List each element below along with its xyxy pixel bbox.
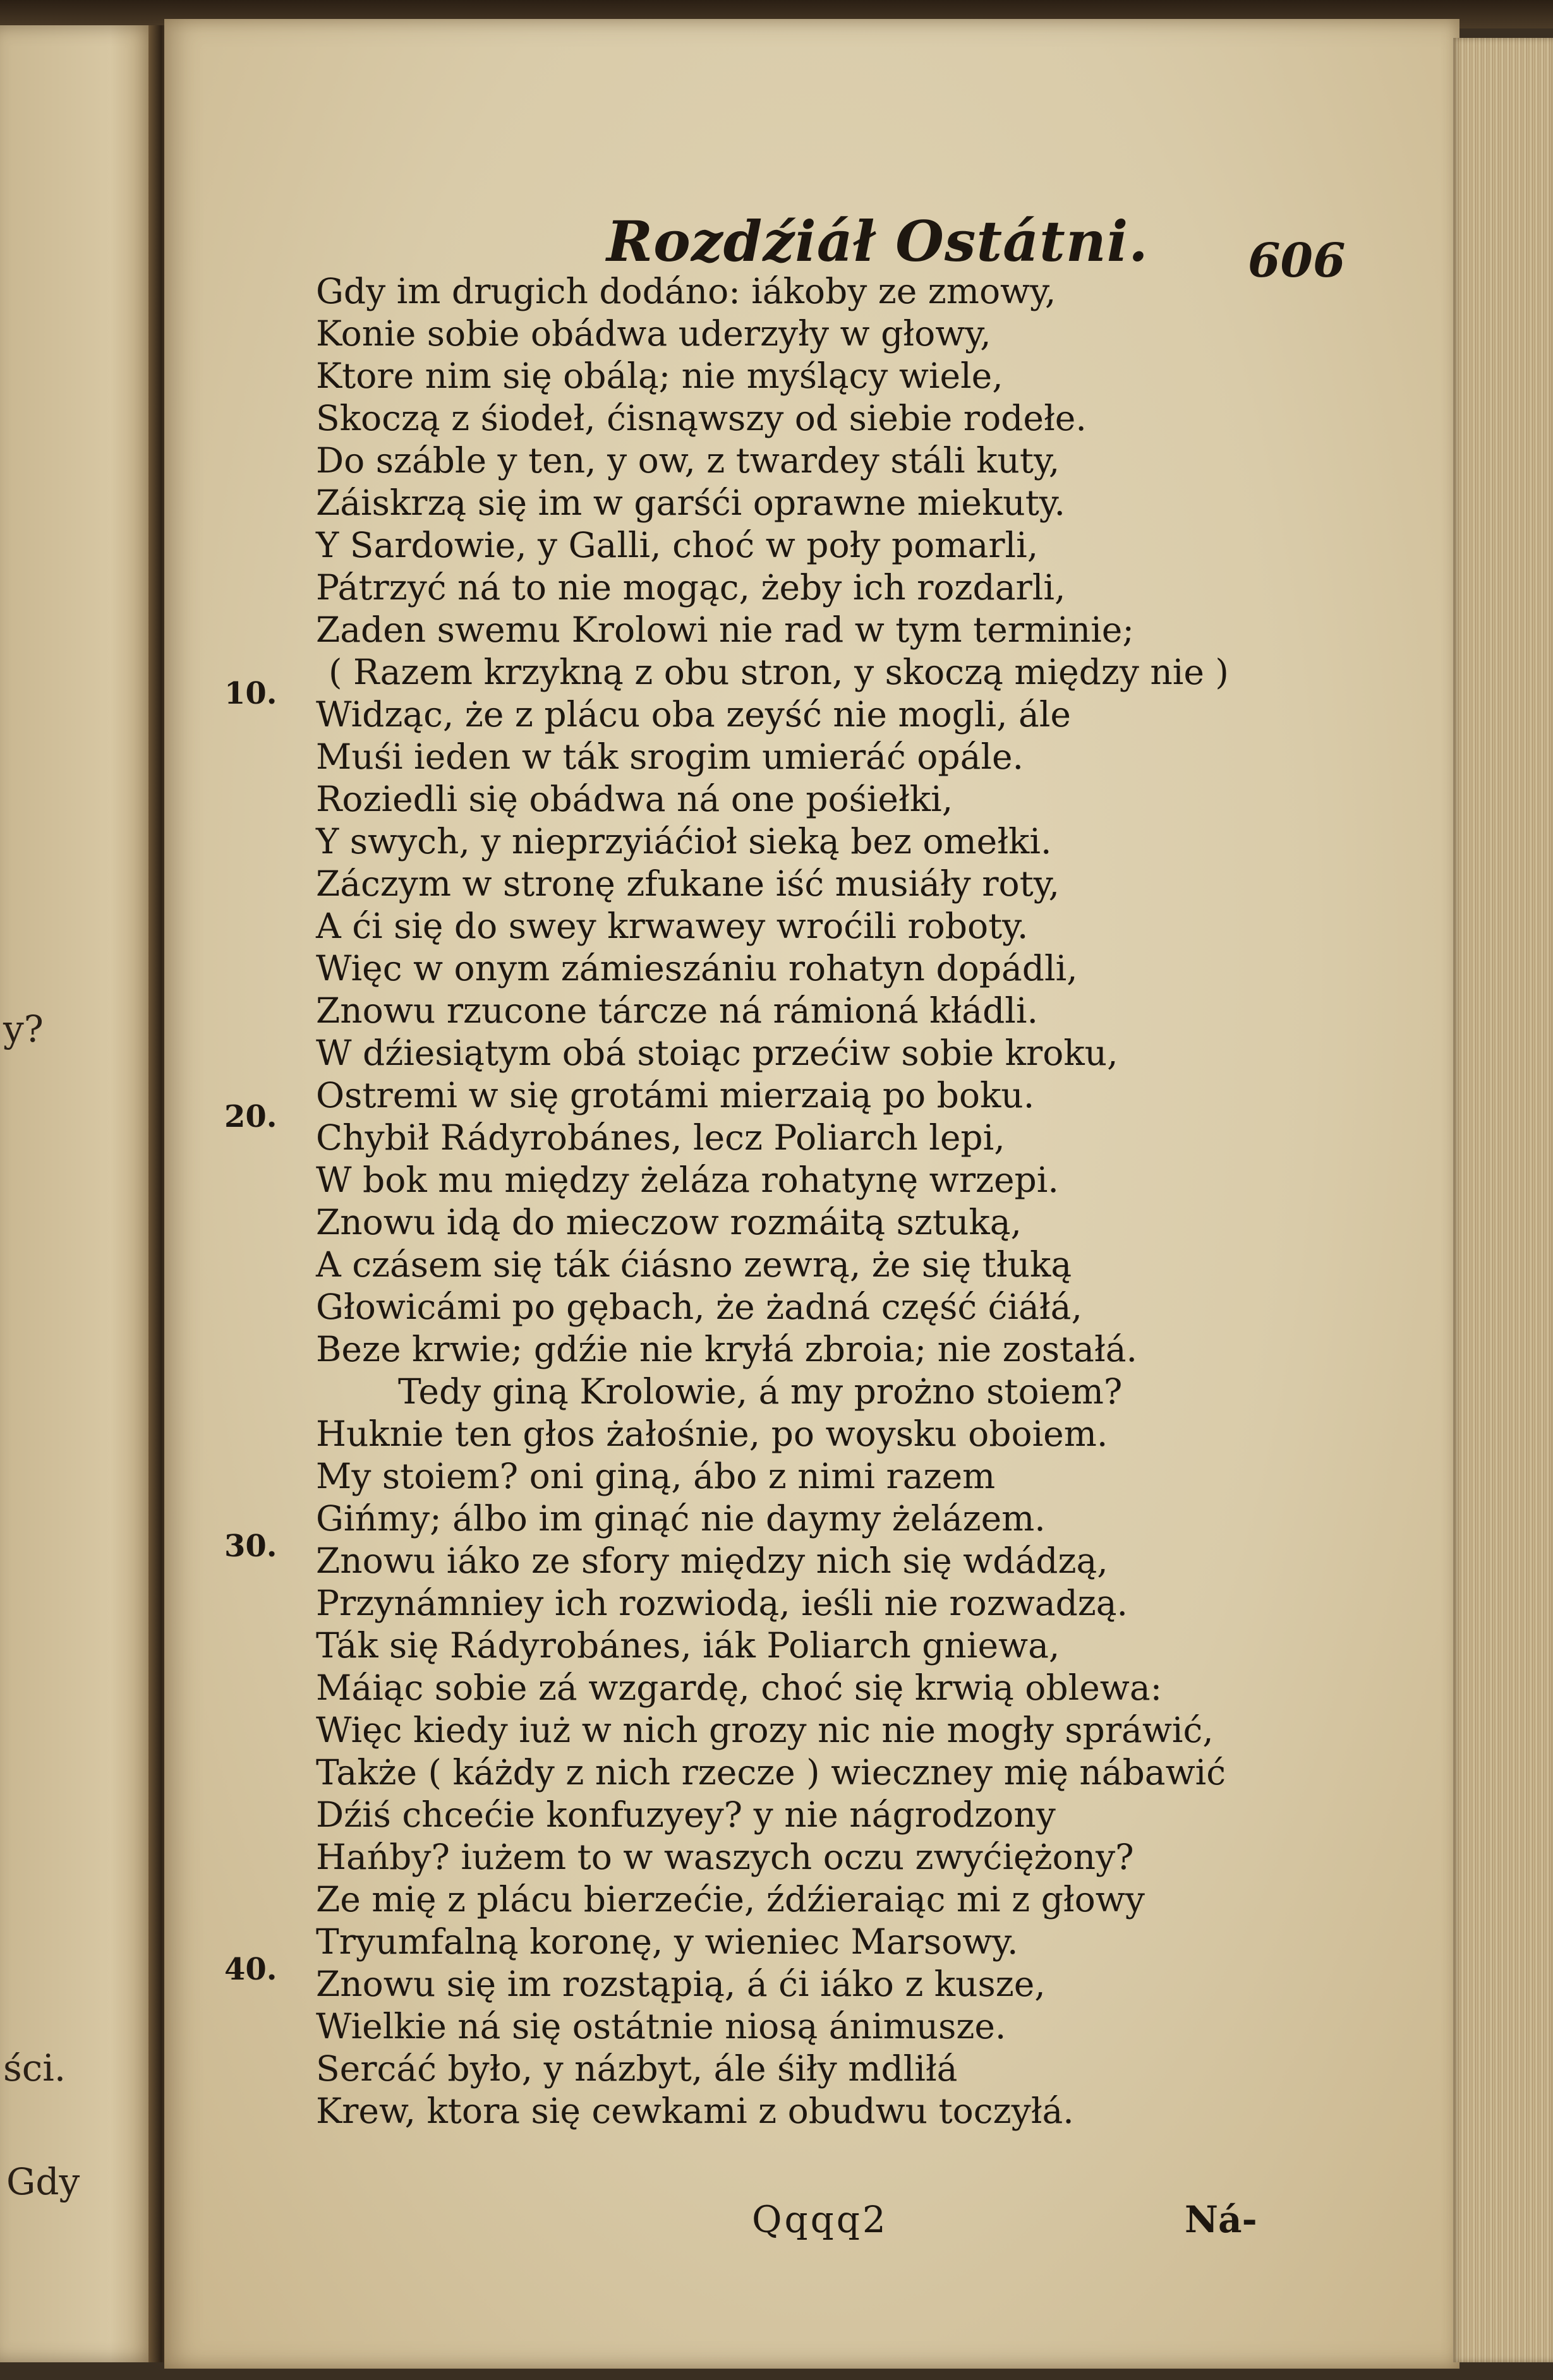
verse-line: Huknie ten głos żałośnie, po woysku oboiem. (316, 1414, 1108, 1454)
verse-line: Głowicámi po gębach, że żadná część ćiáłá, (316, 1287, 1082, 1327)
left-page-catchword: Gdy (6, 2160, 80, 2203)
verse-line: W bok mu między żeláza rohatynę wrzepi. (316, 1160, 1059, 1200)
verse-line: Gdy im drugich dodáno: iákoby ze zmowy, (316, 271, 1056, 311)
verse-line: Záiskrzą się im w garśći oprawne miekuty. (316, 483, 1066, 523)
verse-line: Muśi ieden w ták srogim umieráć opále. (316, 736, 1024, 777)
verse-line: Krew, ktora się cewkami z obudwu toczyłá. (316, 2091, 1074, 2131)
verse-line: Ktore nim się obálą; nie myślący wiele, (316, 356, 1003, 396)
verse-line: Gińmy; álbo im ginąć nie daymy żelázem. (316, 1498, 1046, 1539)
verse-line: Znowu iáko ze sfory między nich się wdádzą, (316, 1541, 1108, 1581)
verse-line: A czásem się ták ćiásno zewrą, że się tłuką (316, 1244, 1072, 1285)
verse-line: Pátrzyć ná to nie mogąc, żeby ich rozdarli, (316, 567, 1066, 608)
catchword: Ná- (1185, 2198, 1257, 2241)
verse-line: Y Sardowie, y Galli, choć w poły pomarli, (316, 525, 1039, 565)
verse-line: Beze krwie; gdźie nie kryłá zbroia; nie zostałá. (316, 1329, 1138, 1369)
verse-line: W dźiesiątym obá stoiąc przećiw sobie kroku, (316, 1033, 1118, 1073)
verse-line: Przynámniey ich rozwiodą, ieśli nie rozwadzą. (316, 1583, 1128, 1623)
signature-mark: Qqqq2 (752, 2198, 888, 2241)
verse-line: Tedy giną Krolowie, á my prożno stoiem? (398, 1371, 1123, 1412)
verse-line: Zaden swemu Krolowi nie rad w tym terminie; (316, 610, 1134, 650)
line-number: 30. (224, 1529, 277, 1564)
verse-line: Roziedli się obádwa ná one pośiełki, (316, 779, 953, 819)
verse-line: My stoiem? oni giną, ábo z nimi razem (316, 1456, 996, 1496)
left-page (0, 25, 158, 2362)
verse-line: Znowu rzucone tárcze ná rámioná kłádli. (316, 990, 1038, 1031)
verse-line: Znowu się im rozstąpią, á ći iáko z kusze, (316, 1964, 1046, 2004)
verse-line: Ze mię z plácu bierzećie, źdźieraiąc mi z głowy (316, 1879, 1145, 1920)
verse-line: Tryumfalną koronę, y wieniec Marsowy. (316, 1921, 1018, 1962)
verse-line: Chybił Rádyrobánes, lecz Poliarch lepi, (316, 1117, 1005, 1158)
left-page-fragment: y? (3, 1007, 44, 1050)
page-edges (1453, 38, 1553, 2362)
verse-line: Znowu idą do mieczow rozmáitą sztuką, (316, 1202, 1022, 1242)
verse-line: Wielkie ná się ostátnie niosą ánimusze. (316, 2006, 1006, 2046)
verse-line: A ći się do swey krwawey wroćili roboty. (316, 906, 1029, 946)
verse-line: Więc w onym zámieszániu rohatyn dopádli, (316, 948, 1078, 989)
line-number: 40. (224, 1952, 277, 1987)
verse-line: Hańby? iużem to w waszych oczu zwyćiężony? (316, 1837, 1134, 1877)
verse-line: Ták się Rádyrobánes, iák Poliarch gniewa, (316, 1625, 1060, 1666)
verse-line: Máiąc sobie zá wzgardę, choć się krwią oblewa: (316, 1668, 1163, 1708)
verse-line: Y swych, y nieprzyiáćioł sieką bez omełki. (316, 821, 1052, 862)
verse-line: Dźiś chcećie konfuzyey? y nie nágrodzony (316, 1794, 1056, 1835)
verse-line: Także ( káżdy z nich rzecze ) wieczney mię nábawić (316, 1752, 1226, 1793)
verse-line: ( Razem krzykną z obu stron, y skoczą między nie ) (329, 652, 1229, 692)
verse-line: Widząc, że z plácu oba zeyść nie mogli, ále (316, 694, 1071, 735)
verse-line: Ostremi w się grotámi mierzaią po boku. (316, 1075, 1035, 1115)
verse-line: Skoczą z śiodeł, ćisnąwszy od siebie rodełe. (316, 398, 1087, 438)
verse-line: Konie sobie obádwa uderzyły w głowy, (316, 313, 991, 354)
left-page-fragment: ści. (3, 2046, 66, 2089)
verse-line: Do száble y ten, y ow, z twardey stáli kuty, (316, 440, 1060, 481)
verse-line: Więc kiedy iuż w nich grozy nic nie mogły spráwić, (316, 1710, 1214, 1750)
page-number: 606 (1248, 234, 1346, 288)
running-head: Rozdźiáł Ostátni. (607, 208, 1149, 274)
verse-line: Záczym w stronę zfukane iść musiáły roty, (316, 863, 1060, 904)
verse-line: Sercáć było, y názbyt, ále śiły mdliłá (316, 2048, 958, 2089)
line-number: 10. (224, 676, 277, 711)
line-number: 20. (224, 1099, 277, 1134)
